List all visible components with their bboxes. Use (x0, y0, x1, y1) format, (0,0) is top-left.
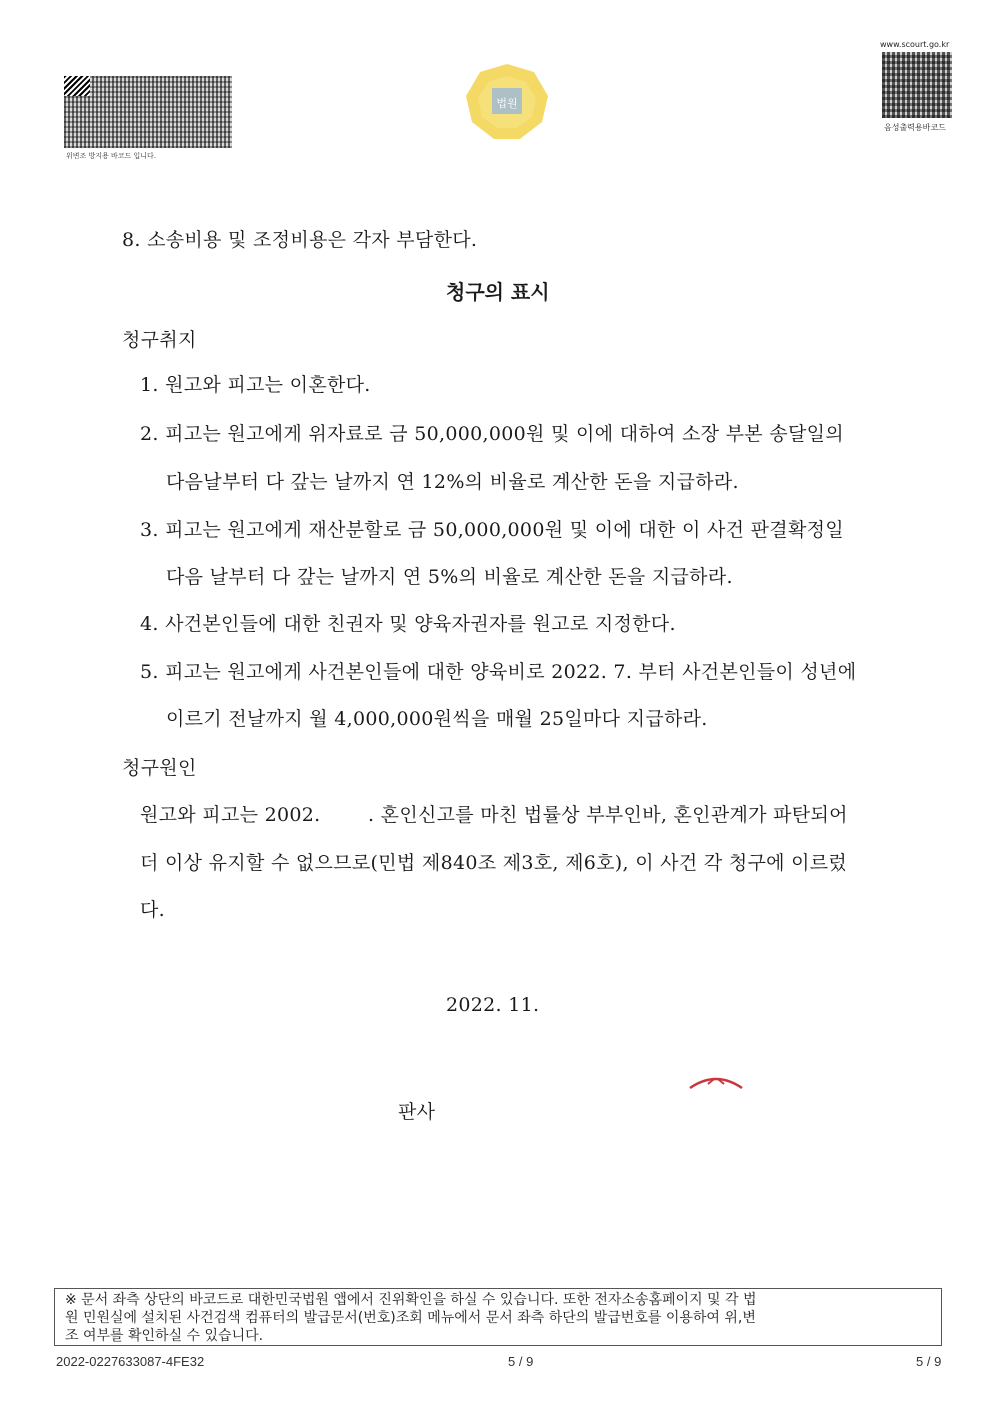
document-date: 2022. 11. (446, 994, 540, 1016)
barcode-caption: 위변조 방지용 바코드 입니다. (66, 152, 157, 160)
claim-heading: 청구의 표시 (446, 280, 550, 304)
authenticity-notice (54, 1288, 942, 1346)
seal-text: 법원 (496, 97, 518, 110)
court-url: www.scourt.go.kr (880, 40, 950, 49)
cause-line1-b: . 혼인신고를 마친 법률상 부부인바, 혼인관계가 파탄되어 (368, 804, 848, 826)
page-number-center: 5 / 9 (508, 1354, 534, 1369)
qr-caption: 음성출력용바코드 (884, 123, 946, 132)
claim-item-3-line2: 다음 날부터 다 갚는 날까지 연 5%의 비율로 계산한 돈을 지급하라. (166, 566, 733, 588)
claim-item-1: 1. 원고와 피고는 이혼한다. (140, 374, 371, 396)
cause-line1-a: 원고와 피고는 2002. (140, 804, 321, 826)
notice-line-2: 원 민원실에 설치된 사건검색 컴퓨터의 발급문서(번호)조회 메뉴에서 문서 좌측 하단의 발급번호를 이용하여 위,변 (65, 1310, 756, 1326)
notice-line-1: ※ 문서 좌측 상단의 바코드로 대한민국법원 앱에서 진위확인을 하실 수 있습니다. 또한 전자소송홈페이지 및 각 법 (65, 1292, 757, 1308)
issue-number: 2022-0227633087-4FE32 (56, 1354, 205, 1369)
claim-item-5-line1: 5. 피고는 원고에게 사건본인들에 대한 양육비로 2022. 7. 부터 사건본인들이 성년에 (140, 661, 857, 683)
barcode-corner-mark (64, 76, 90, 96)
judge-stamp-mark (686, 1074, 746, 1090)
claim-item-2-line2: 다음날부터 다 갚는 날까지 연 12%의 비율로 계산한 돈을 지급하라. (166, 471, 739, 493)
voice-output-barcode (882, 52, 952, 118)
purpose-heading: 청구취지 (122, 329, 197, 351)
cause-heading: 청구원인 (122, 757, 197, 779)
claim-item-2-line1: 2. 피고는 원고에게 위자료로 금 50,000,000원 및 이에 대하여 소장 부본 송달일의 (140, 423, 844, 445)
item-8: 8. 소송비용 및 조정비용은 각자 부담한다. (122, 229, 478, 251)
cause-line3: 다. (140, 899, 165, 921)
judge-label: 판사 (398, 1101, 436, 1123)
claim-item-4: 4. 사건본인들에 대한 친권자 및 양육자권자를 원고로 지정한다. (140, 613, 676, 635)
cause-line2: 더 이상 유지할 수 없으므로(민법 제840조 제3호, 제6호), 이 사건 각 청구에 이르렀 (140, 852, 848, 874)
claim-item-3-line1: 3. 피고는 원고에게 재산분할로 금 50,000,000원 및 이에 대한 이 사건 판결확정일 (140, 519, 844, 541)
notice-line-3: 조 여부를 확인하실 수 있습니다. (65, 1328, 264, 1344)
page-number-right: 5 / 9 (916, 1354, 942, 1369)
claim-item-5-line2: 이르기 전날까지 월 4,000,000원씩을 매월 25일마다 지급하라. (166, 708, 708, 730)
court-seal-logo (462, 62, 552, 142)
